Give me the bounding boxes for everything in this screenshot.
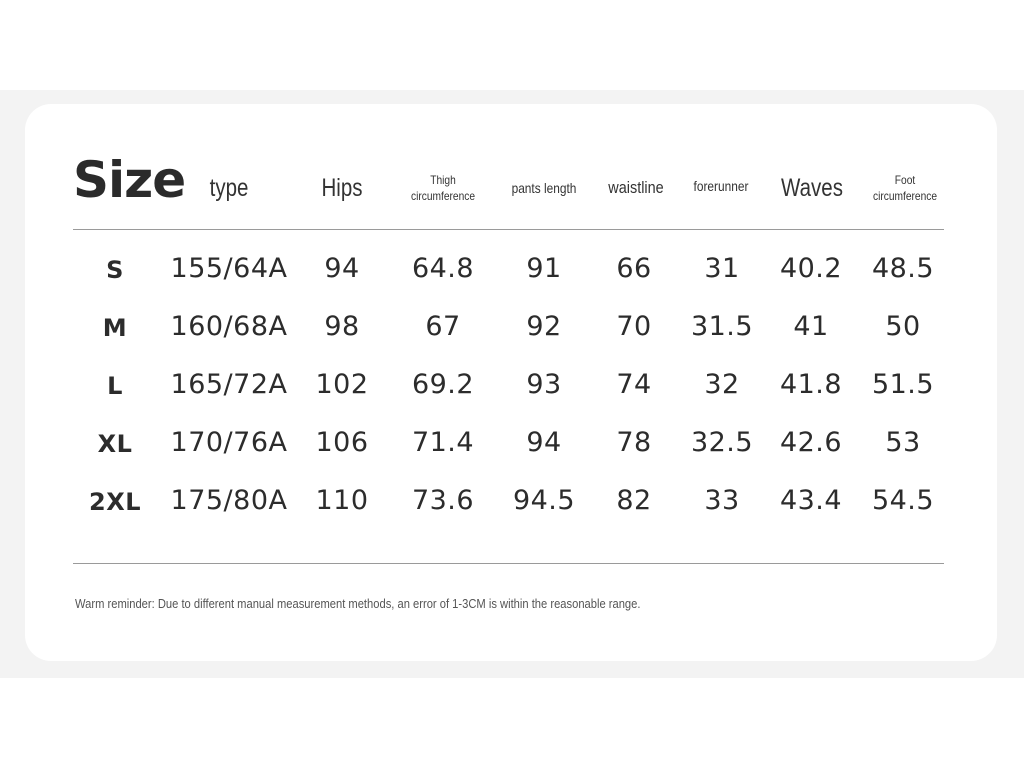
cell-waistline: 70	[616, 311, 652, 342]
cell-pants-length: 93	[526, 369, 562, 400]
cell-waves: 43.4	[779, 485, 843, 516]
cell-pants-length: 94.5	[512, 485, 576, 516]
cell-waistline: 78	[616, 427, 652, 458]
cell-thigh: 67	[425, 311, 461, 342]
cell-forerunner: 31	[704, 253, 740, 284]
header-pants-length: pants length	[511, 180, 577, 196]
header-waistline: waistline	[608, 178, 664, 197]
cell-hips: 110	[315, 485, 369, 516]
cell-foot: 50	[885, 311, 921, 342]
cell-waves: 40.2	[779, 253, 843, 284]
header-foot-line2: circumference	[872, 189, 938, 203]
header-type: type	[209, 173, 249, 202]
chart-title: Size	[73, 151, 186, 209]
cell-thigh: 73.6	[411, 485, 475, 516]
cell-thigh: 69.2	[411, 369, 475, 400]
header-foot-line1: Foot	[894, 173, 916, 187]
cell-foot: 54.5	[871, 485, 935, 516]
cell-thigh: 71.4	[411, 427, 475, 458]
cell-hips: 102	[315, 369, 369, 400]
cell-type: 160/68A	[170, 311, 288, 342]
header-thigh-circumference	[411, 168, 475, 208]
cell-size: S	[106, 256, 124, 284]
header-hips: Hips	[321, 173, 363, 202]
cell-waistline: 82	[616, 485, 652, 516]
cell-size: XL	[97, 430, 133, 458]
cell-forerunner: 32.5	[690, 427, 754, 458]
cell-waves: 41.8	[779, 369, 843, 400]
cell-foot: 53	[885, 427, 921, 458]
cell-forerunner: 32	[704, 369, 740, 400]
cell-type: 170/76A	[170, 427, 288, 458]
cell-hips: 98	[324, 311, 360, 342]
cell-size: L	[107, 372, 123, 400]
cell-hips: 106	[315, 427, 369, 458]
cell-hips: 94	[324, 253, 360, 284]
cell-foot: 48.5	[871, 253, 935, 284]
cell-type: 155/64A	[170, 253, 288, 284]
cell-foot: 51.5	[871, 369, 935, 400]
header-waves: Waves	[781, 173, 843, 202]
cell-pants-length: 92	[526, 311, 562, 342]
cell-type: 165/72A	[170, 369, 288, 400]
header-thigh-line2: circumference	[410, 189, 476, 203]
header-divider	[73, 229, 944, 230]
cell-thigh: 64.8	[411, 253, 475, 284]
cell-size: 2XL	[89, 488, 141, 516]
header-thigh-line1: Thigh	[430, 173, 456, 187]
cell-waves: 41	[793, 311, 829, 342]
cell-type: 175/80A	[170, 485, 288, 516]
cell-size: M	[102, 314, 128, 342]
cell-pants-length: 91	[526, 253, 562, 284]
cell-forerunner: 33	[704, 485, 740, 516]
header-foot-circumference	[873, 168, 937, 208]
warm-reminder-note: Warm reminder: Due to different manual measurement methods, an error of 1-3CM is within the reasonable range.	[75, 596, 641, 611]
cell-pants-length: 94	[526, 427, 562, 458]
cell-forerunner: 31.5	[690, 311, 754, 342]
header-forerunner: forerunner	[693, 178, 749, 194]
cell-waistline: 66	[616, 253, 652, 284]
cell-waistline: 74	[616, 369, 652, 400]
footer-divider	[73, 563, 944, 564]
cell-waves: 42.6	[779, 427, 843, 458]
